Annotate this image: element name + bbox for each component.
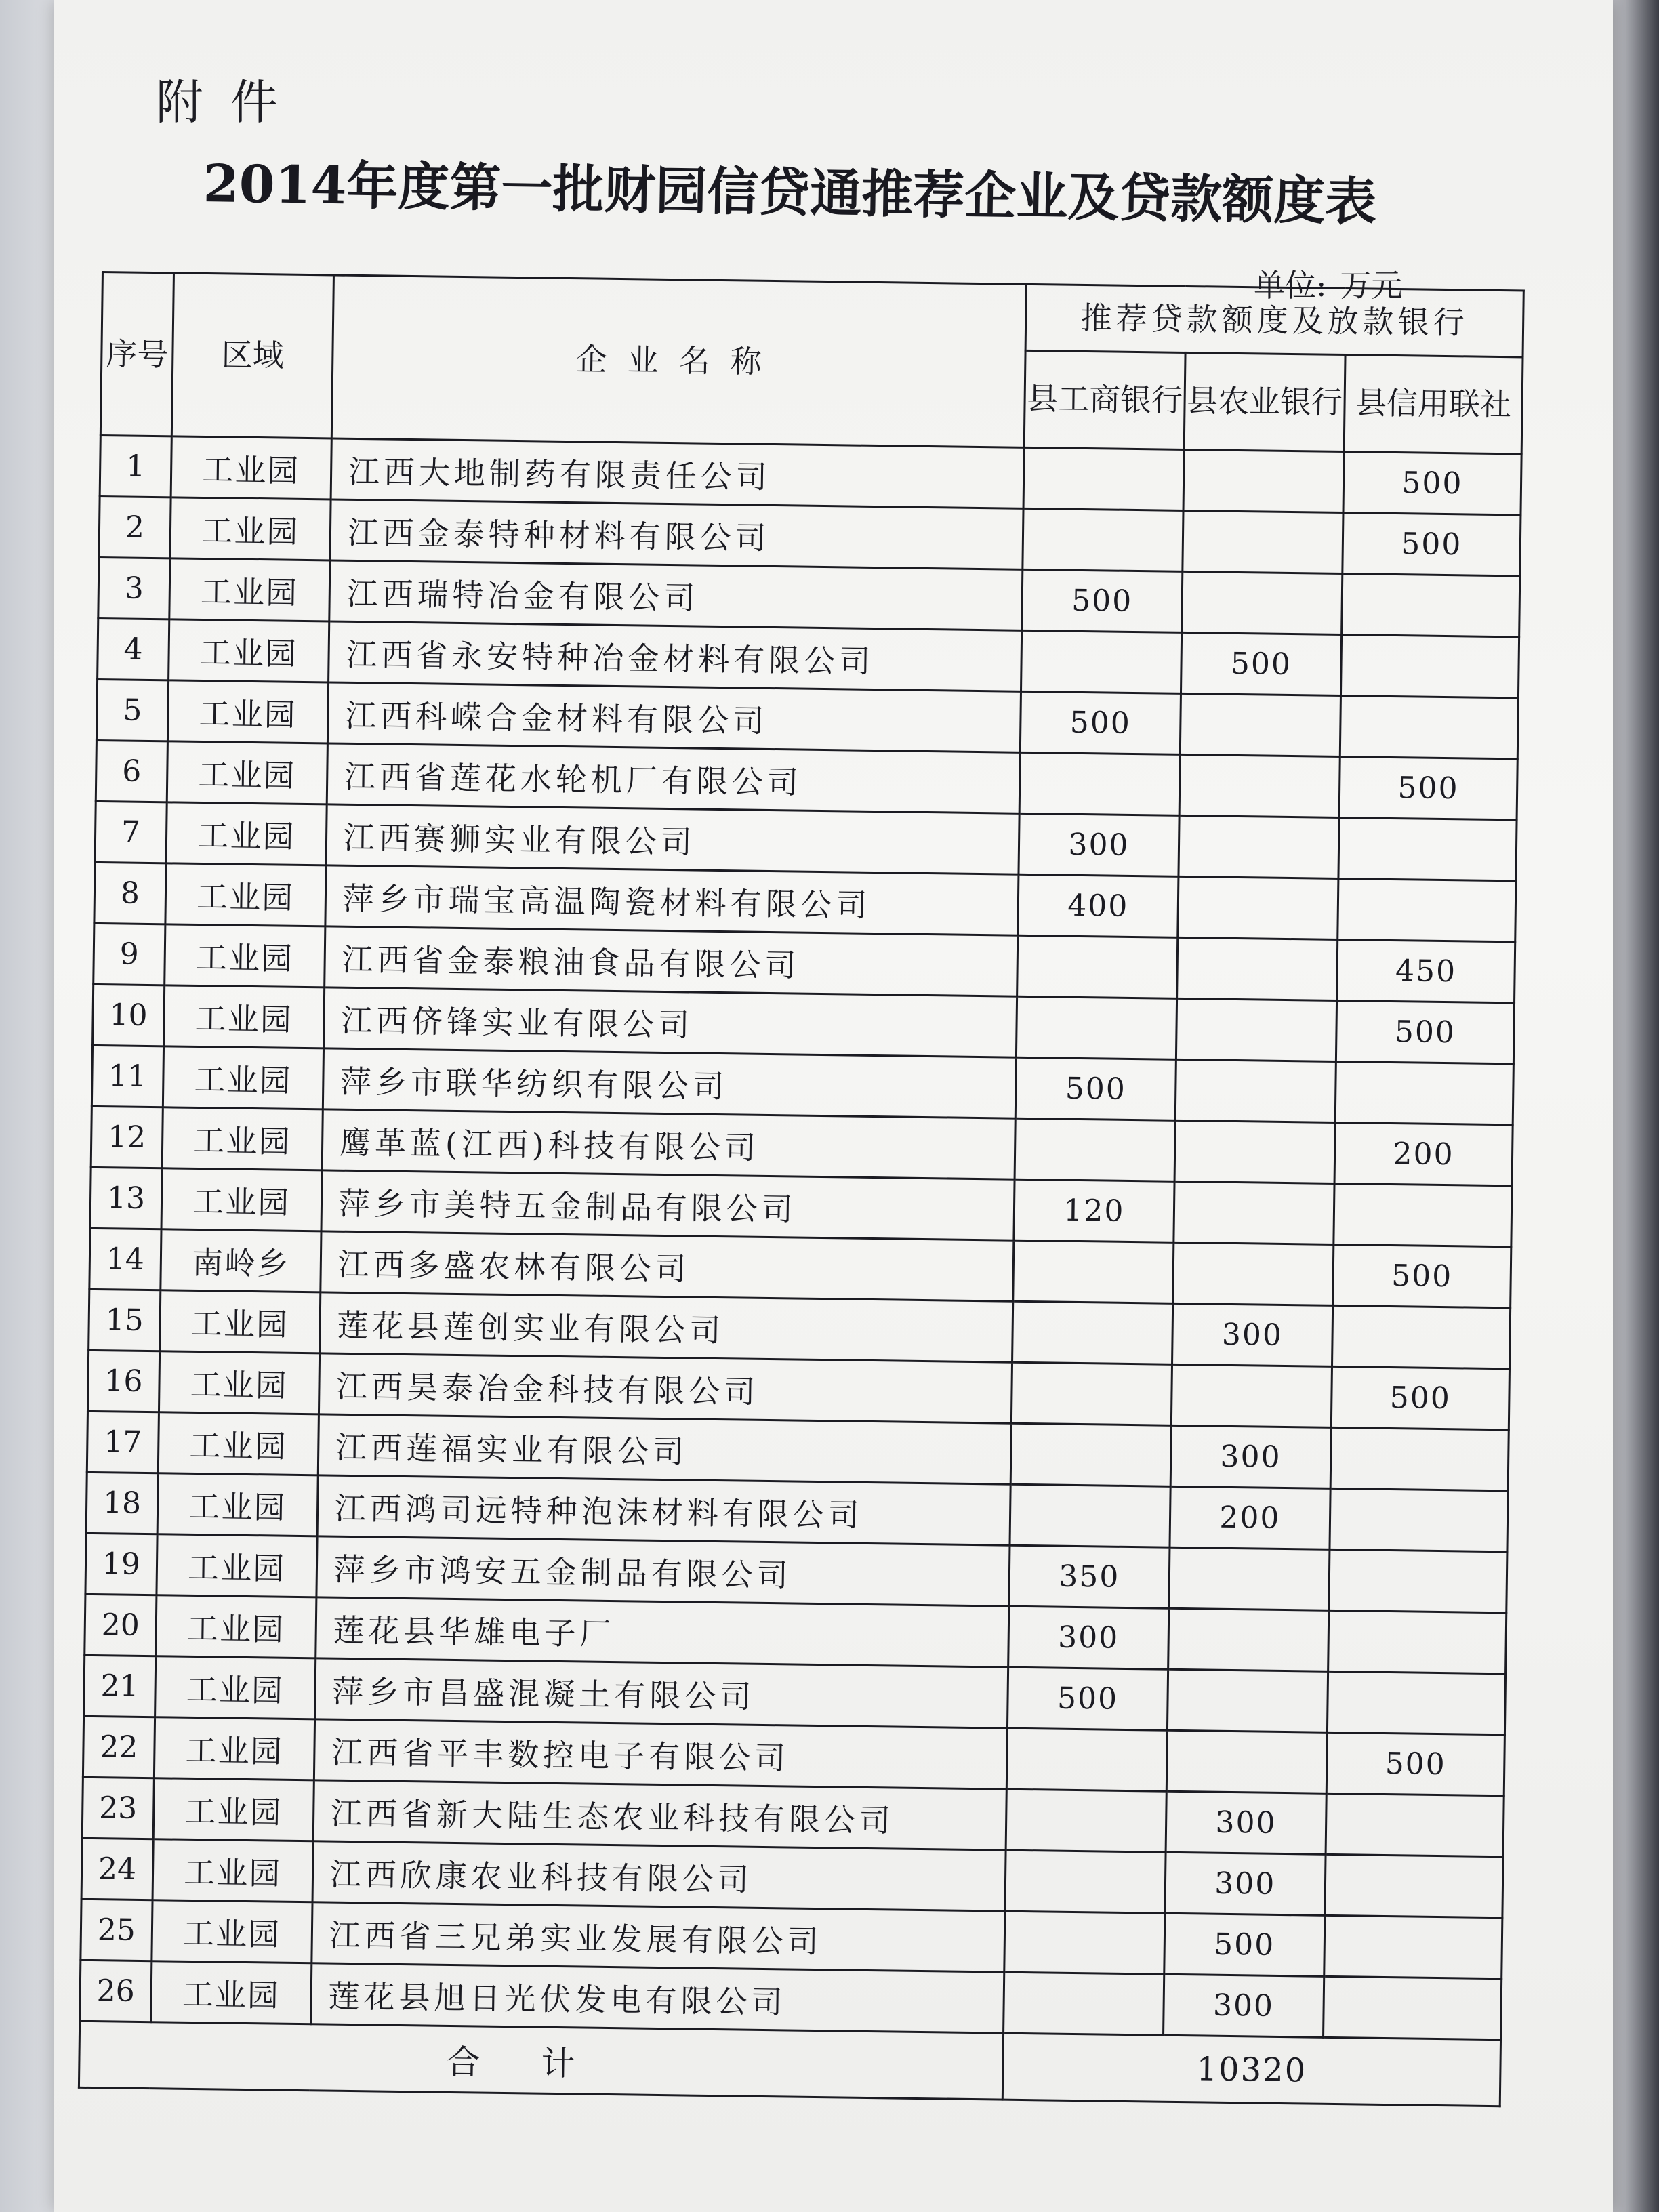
row-amount-icbc	[1006, 1789, 1166, 1852]
row-amount-icbc	[1023, 508, 1183, 571]
row-amount-credit: 500	[1343, 452, 1521, 515]
row-region: 工业园	[157, 1534, 317, 1597]
row-amount-abc	[1166, 1730, 1327, 1793]
header-bank-icbc: 县工商银行	[1024, 350, 1185, 449]
row-region: 工业园	[166, 802, 327, 865]
row-company-name: 萍乡市美特五金制品有限公司	[321, 1170, 1015, 1240]
loan-table	[78, 271, 1525, 2107]
row-amount-icbc: 300	[1008, 1606, 1169, 1669]
row-number: 23	[82, 1777, 154, 1839]
row-region: 工业园	[170, 497, 331, 560]
row-region: 工业园	[163, 985, 324, 1048]
document-title: 2014年度第一批财园信贷通推荐企业及贷款额度表	[203, 153, 1377, 232]
row-amount-abc	[1178, 876, 1338, 939]
row-amount-abc: 300	[1166, 1791, 1326, 1854]
row-number: 10	[93, 984, 165, 1046]
row-region: 工业园	[155, 1656, 315, 1719]
row-amount-icbc	[1012, 1301, 1173, 1364]
row-amount-credit	[1332, 1305, 1510, 1368]
row-amount-abc	[1168, 1608, 1329, 1671]
row-amount-credit	[1341, 574, 1519, 637]
row-amount-credit	[1324, 1915, 1502, 1978]
row-region: 工业园	[152, 1900, 312, 1963]
row-amount-icbc: 300	[1019, 813, 1179, 876]
row-number: 7	[95, 801, 167, 863]
row-region: 工业园	[154, 1717, 314, 1780]
row-amount-credit: 500	[1343, 513, 1521, 576]
row-region: 工业园	[167, 680, 328, 743]
row-amount-abc	[1176, 998, 1336, 1061]
row-region: 工业园	[157, 1473, 318, 1536]
row-amount-icbc: 400	[1018, 874, 1179, 937]
row-number: 16	[87, 1350, 159, 1412]
row-region: 工业园	[156, 1595, 316, 1658]
row-amount-abc: 300	[1165, 1852, 1326, 1915]
row-number: 9	[94, 923, 165, 985]
row-company-name: 江西多盛农林有限公司	[321, 1231, 1014, 1301]
row-region: 工业园	[169, 558, 330, 621]
row-number: 20	[85, 1594, 157, 1656]
row-amount-icbc	[1015, 1118, 1175, 1181]
row-amount-credit	[1335, 1061, 1513, 1124]
row-number: 8	[94, 862, 166, 924]
row-company-name: 江西省莲花水轮机厂有限公司	[327, 743, 1020, 813]
row-number: 15	[89, 1289, 161, 1351]
row-amount-credit: 500	[1331, 1366, 1509, 1429]
row-amount-credit	[1340, 695, 1518, 758]
row-number: 13	[90, 1167, 162, 1229]
row-amount-abc	[1180, 693, 1340, 756]
row-number: 12	[91, 1106, 163, 1168]
unit-value: 万元	[1340, 267, 1403, 304]
row-amount-abc	[1174, 1120, 1335, 1183]
row-region: 工业园	[163, 1046, 323, 1109]
row-company-name: 江西省永安特种冶金材料有限公司	[328, 621, 1021, 691]
row-company-name: 江西赛狮实业有限公司	[326, 804, 1019, 874]
row-number: 25	[81, 1899, 152, 1961]
row-amount-icbc: 500	[1022, 569, 1183, 632]
row-region: 工业园	[151, 1961, 312, 2024]
row-number: 1	[100, 435, 171, 497]
table-body	[80, 435, 1521, 2039]
row-company-name: 萍乡市昌盛混凝土有限公司	[314, 1658, 1008, 1728]
header-company: 企业名称	[331, 275, 1026, 447]
row-amount-icbc: 500	[1020, 691, 1181, 754]
row-company-name: 萍乡市鸿安五金制品有限公司	[316, 1536, 1010, 1606]
row-company-name: 江西侪锋实业有限公司	[323, 987, 1017, 1057]
row-amount-credit	[1330, 1427, 1509, 1490]
row-number: 19	[85, 1533, 157, 1595]
row-company-name: 江西省平丰数控电子有限公司	[314, 1719, 1007, 1789]
row-region: 工业园	[152, 1839, 313, 1902]
row-amount-credit	[1338, 817, 1517, 880]
row-number: 5	[96, 679, 168, 741]
row-number: 18	[86, 1472, 158, 1534]
row-company-name: 江西科嵘合金材料有限公司	[327, 682, 1021, 752]
row-amount-abc	[1174, 1181, 1334, 1244]
row-region: 工业园	[161, 1168, 322, 1231]
row-amount-abc: 500	[1164, 1913, 1325, 1976]
total-label: 合计	[79, 2021, 1003, 2100]
row-amount-abc	[1167, 1669, 1328, 1732]
unit-label: 单位:	[1254, 267, 1327, 304]
row-region: 工业园	[171, 436, 331, 499]
row-amount-credit	[1323, 1976, 1501, 2039]
row-amount-credit	[1329, 1549, 1507, 1612]
row-region: 工业园	[159, 1351, 319, 1414]
row-amount-icbc	[1023, 447, 1184, 510]
row-company-name: 江西昊泰冶金科技有限公司	[319, 1353, 1012, 1423]
row-company-name: 江西瑞特冶金有限公司	[329, 560, 1023, 630]
row-company-name: 江西省金泰粮油食品有限公司	[324, 926, 1017, 996]
row-number: 14	[89, 1228, 161, 1290]
row-amount-abc: 300	[1170, 1425, 1331, 1488]
row-number: 11	[91, 1045, 163, 1107]
row-amount-credit: 200	[1334, 1122, 1513, 1185]
row-amount-icbc	[1004, 1972, 1164, 2035]
row-amount-icbc	[1010, 1423, 1171, 1486]
row-company-name: 江西大地制药有限责任公司	[331, 438, 1024, 508]
row-amount-credit: 500	[1326, 1732, 1504, 1795]
row-number: 2	[99, 496, 171, 558]
row-amount-credit	[1327, 1671, 1505, 1734]
row-amount-abc: 300	[1172, 1303, 1332, 1366]
row-amount-abc	[1175, 1059, 1336, 1122]
row-company-name: 江西省新大陆生态农业科技有限公司	[313, 1780, 1006, 1850]
row-amount-credit: 500	[1333, 1244, 1511, 1307]
header-region: 区域	[171, 273, 333, 438]
header-seq: 序号	[100, 272, 173, 436]
row-amount-icbc	[1021, 630, 1182, 693]
row-region: 工业园	[162, 1107, 323, 1170]
row-company-name: 萍乡市联华纺织有限公司	[323, 1048, 1016, 1118]
row-amount-icbc	[1005, 1850, 1166, 1913]
row-amount-credit: 500	[1336, 1000, 1514, 1063]
row-amount-abc: 200	[1170, 1486, 1330, 1549]
row-amount-abc	[1183, 449, 1344, 512]
row-company-name: 江西金泰特种材料有限公司	[330, 499, 1023, 569]
row-amount-credit	[1330, 1488, 1508, 1551]
row-amount-credit	[1325, 1854, 1503, 1917]
row-amount-credit: 500	[1339, 756, 1517, 819]
row-company-name: 莲花县华雄电子厂	[315, 1597, 1008, 1667]
row-number: 17	[87, 1411, 159, 1473]
row-amount-credit: 450	[1336, 939, 1515, 1002]
row-amount-abc	[1183, 510, 1343, 573]
row-amount-credit	[1334, 1183, 1512, 1246]
row-company-name: 莲花县莲创实业有限公司	[319, 1292, 1012, 1362]
row-amount-credit	[1328, 1610, 1506, 1673]
row-company-name: 莲花县旭日光伏发电有限公司	[310, 1963, 1004, 2033]
loan-table-wrapper	[78, 271, 1525, 2107]
row-region: 工业园	[168, 619, 329, 682]
total-value: 10320	[1002, 2033, 1500, 2106]
row-region: 工业园	[153, 1778, 314, 1841]
row-amount-icbc	[1011, 1362, 1172, 1425]
row-amount-abc: 500	[1181, 632, 1341, 695]
row-company-name: 萍乡市瑞宝高温陶瓷材料有限公司	[325, 865, 1019, 935]
row-number: 26	[80, 1960, 152, 2022]
row-company-name: 江西莲福实业有限公司	[318, 1414, 1011, 1484]
row-number: 22	[83, 1716, 155, 1778]
header-bank-credit: 县信用联社	[1344, 355, 1523, 454]
row-amount-abc	[1179, 754, 1340, 817]
row-amount-icbc	[1006, 1728, 1167, 1791]
row-amount-abc	[1169, 1547, 1330, 1610]
row-region: 南岭乡	[161, 1229, 321, 1292]
row-amount-icbc: 500	[1015, 1057, 1176, 1120]
header-bank-abc: 县农业银行	[1184, 352, 1345, 451]
row-region: 工业园	[158, 1412, 319, 1475]
row-amount-icbc	[1016, 996, 1176, 1059]
attachment-label: 附件	[156, 75, 305, 130]
row-number: 4	[98, 618, 169, 680]
row-amount-icbc	[1013, 1240, 1174, 1303]
row-amount-icbc	[1010, 1484, 1170, 1547]
row-amount-icbc	[1017, 935, 1178, 998]
row-amount-icbc: 500	[1007, 1667, 1168, 1730]
header-loan-group: 推荐贷款额度及放款银行	[1025, 284, 1523, 357]
row-region: 工业园	[167, 741, 327, 804]
row-amount-abc	[1182, 571, 1343, 634]
row-number: 21	[84, 1655, 156, 1717]
row-amount-credit	[1326, 1793, 1504, 1856]
row-region: 工业园	[159, 1290, 320, 1353]
row-amount-abc	[1173, 1242, 1334, 1305]
row-company-name: 鹰革蓝(江西)科技有限公司	[322, 1109, 1015, 1179]
row-amount-credit	[1340, 634, 1519, 697]
row-company-name: 江西省三兄弟实业发展有限公司	[312, 1902, 1005, 1972]
row-amount-abc	[1179, 815, 1339, 878]
row-region: 工业园	[165, 924, 325, 987]
row-number: 3	[98, 557, 170, 619]
row-amount-credit	[1338, 878, 1516, 941]
row-company-name: 江西欣康农业科技有限公司	[312, 1841, 1006, 1911]
row-amount-abc: 300	[1163, 1974, 1324, 2037]
row-amount-icbc	[1019, 752, 1180, 815]
row-amount-abc	[1177, 937, 1338, 1000]
row-number: 6	[96, 740, 167, 802]
row-amount-icbc	[1004, 1911, 1165, 1974]
row-amount-abc	[1171, 1364, 1332, 1427]
row-company-name: 江西鸿司远特种泡沫材料有限公司	[317, 1475, 1010, 1545]
row-amount-icbc: 350	[1009, 1545, 1170, 1608]
row-region: 工业园	[165, 863, 326, 926]
row-number: 24	[81, 1838, 153, 1900]
row-amount-icbc: 120	[1014, 1179, 1174, 1242]
